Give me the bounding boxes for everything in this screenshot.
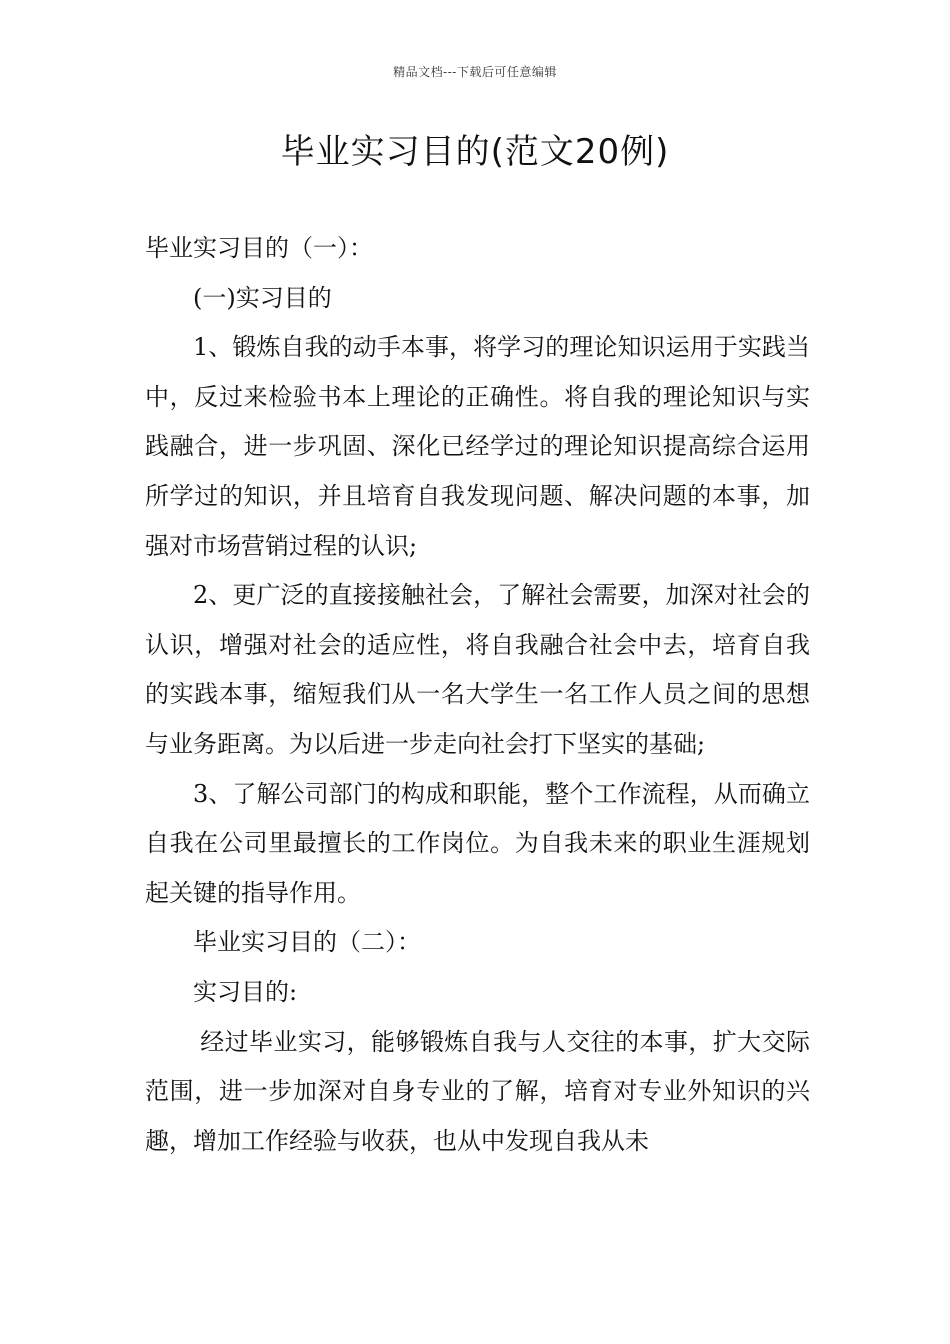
document-title: 毕业实习目的(范文20例): [280, 132, 670, 172]
document-body: [145, 224, 810, 1166]
paragraph-point-3: 3、了解公司部门的构成和职能，整个工作流程，从而确立自我在公司里最擅长的工作岗位。为自我未来的职业生涯规划起关键的指导作用。: [145, 779, 810, 907]
paragraph-section-heading-1: 毕业实习目的（一）：: [145, 234, 373, 262]
paragraph-subheading-2: 实习目的:: [193, 977, 298, 1006]
paragraph-body-2: 经过毕业实习，能够锻炼自我与人交往的本事，扩大交际范围，进一步加深对自身专业的了解，培育对专业外知识的兴趣，增加工作经验与收获，也从中发现自我从未: [145, 1027, 810, 1155]
paragraph-point-2: 2、更广泛的直接接触社会，了解社会需要，加深对社会的认识，增强对社会的适应性，将自我融合社会中去，培育自我的实践本事，缩短我们从一名大学生一名工作人员之间的思想与业务距离。为以后进一步走向社会打下坚实的基础;: [145, 581, 810, 758]
header-note: 精品文档---下载后可任意编辑: [393, 65, 557, 79]
paragraph-subheading-1: (一)实习目的: [193, 283, 332, 312]
paragraph-section-heading-2: 毕业实习目的（二）：: [193, 928, 421, 957]
paragraph-point-1: 1、锻炼自我的动手本事，将学习的理论知识运用于实践当中，反过来检验书本上理论的正确性。将自我的理论知识与实践融合，进一步巩固、深化已经学过的理论知识提高综合运用所学过的知识，并且培育自我发现问题、解决问题的本事，加强对市场营销过程的认识;: [145, 333, 810, 560]
